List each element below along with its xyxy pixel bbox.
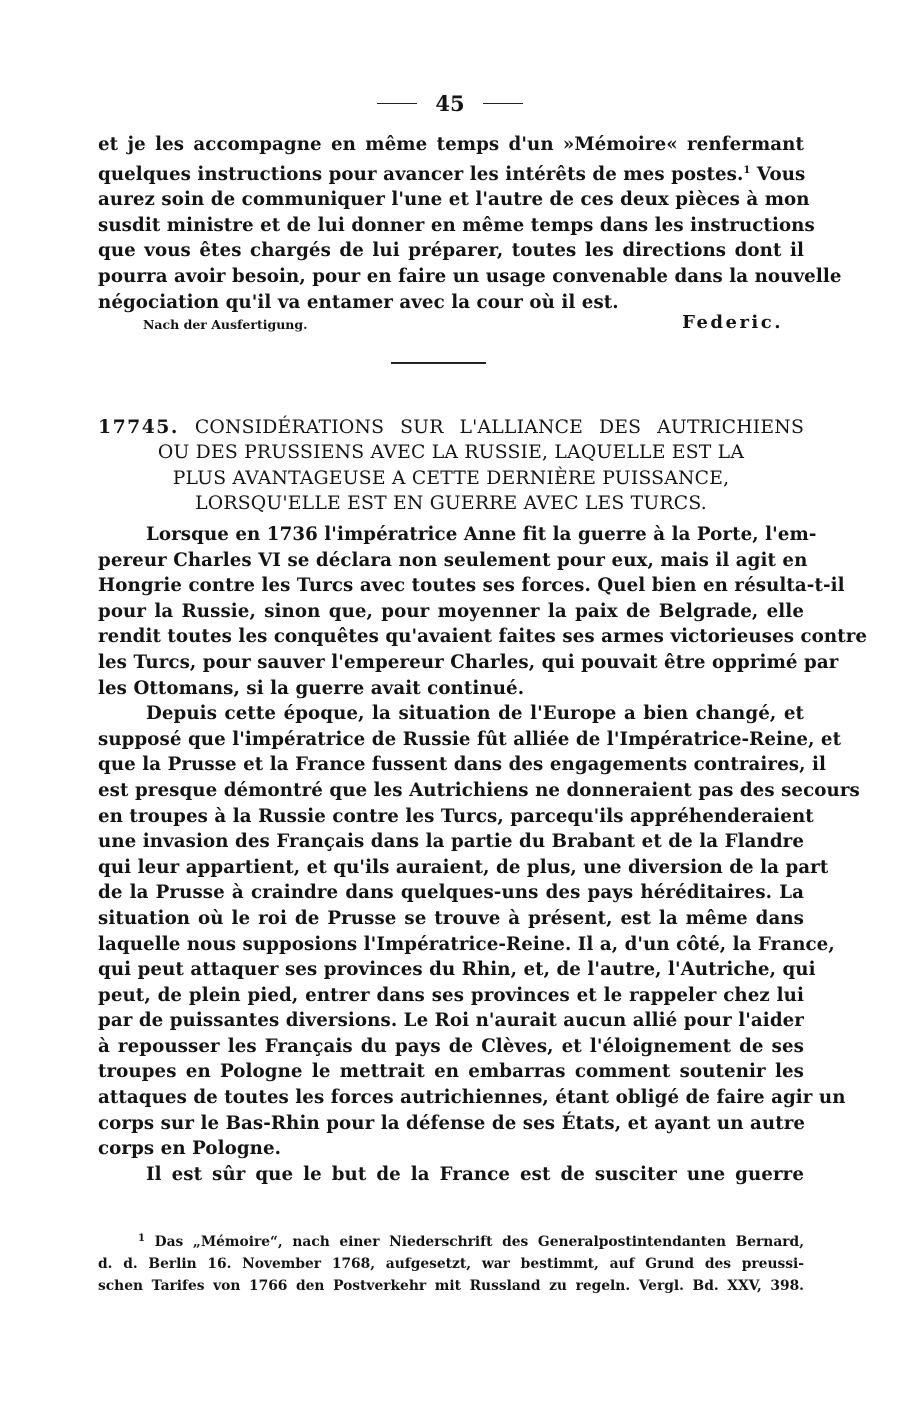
body-line: une invasion des Français dans la partie du Brabant et de la Flandre (98, 831, 804, 853)
source-note: Nach der Ausfertigung. (143, 317, 308, 332)
body-line: est presque démontré que les Autrichiens ne donneraient pas des secours (98, 779, 860, 801)
page-number: 45 (435, 90, 465, 116)
body-line: qui peut attaquer ses provinces du Rhin, et, de l'autre, l'Autriche, qui (98, 959, 816, 981)
letter-line: négociation qu'il va entamer avec la cour où il est. (98, 291, 619, 313)
footnote-reference: 1 (743, 164, 751, 176)
letter-line: que vous êtes chargés de lui préparer, toutes les directions dont il (98, 240, 804, 262)
body-line: situation où le roi de Prusse se trouve à présent, est la même dans (98, 907, 804, 929)
body-line: que la Prusse et la France fussent dans des engagements contraires, il (98, 754, 827, 776)
body-line: corps en Pologne. (98, 1138, 282, 1160)
body-line: pour la Russie, sinon que, pour moyenner la paix de Belgrade, elle (98, 600, 804, 622)
section-divider (391, 362, 486, 364)
letter-footer (143, 312, 783, 338)
body-line: à repousser les Français du pays de Clèves, et l'éloignement de ses (98, 1035, 804, 1057)
body-line: Hongrie contre les Turcs avec toutes ses forces. Quel bien en résulta-t-il (98, 575, 845, 597)
heading-text: CONSIDÉRATIONS SUR L'ALLIANCE DES AUTRICHIENS (194, 417, 805, 438)
heading-line: LORSQU'ELLE EST EN GUERRE AVEC LES TURCS. (195, 492, 707, 514)
body-line: rendit toutes les conquêtes qu'avaient faites ses armes victorieuses contre (98, 626, 868, 648)
body-line: de la Prusse à craindre dans quelques-uns des pays héréditaires. La (98, 882, 804, 904)
footnote-line: schen Tarifes von 1766 den Postverkehr mit Russland zu regeln. Vergl. Bd. XXV, 398. (98, 1278, 804, 1295)
page-header (0, 88, 900, 118)
body-line: qui leur appartient, et qu'ils auraient, de plus, une diversion de la part (98, 856, 829, 878)
document-number: 17745. (98, 416, 179, 438)
header-dash-left (377, 103, 417, 104)
body-line: Lorsque en 1736 l'impératrice Anne fit la guerre à la Porte, l'em- (146, 524, 817, 545)
footnote-marker: 1 (138, 1233, 145, 1244)
footnote (98, 1228, 804, 1298)
section-heading (98, 415, 804, 516)
letter-line: et je les accompagne en même temps d'un »Mémoire« renfermant (98, 134, 804, 155)
heading-line (98, 415, 804, 440)
header-dash-right (483, 103, 523, 104)
body-line: supposé que l'impératrice de Russie fût alliée de l'Impératrice-Reine, et (98, 728, 842, 750)
body-line: par de puissantes diversions. Le Roi n'aurait aucun allié pour l'aider (98, 1010, 804, 1032)
body-line: Il est sûr que le but de la France est de susciter une guerre (146, 1163, 804, 1185)
letter-line-tail: Vous (756, 163, 806, 185)
section-body (98, 522, 868, 1187)
body-line: troupes en Pologne le mettrait en embarras comment soutenir les (98, 1061, 804, 1083)
letter-line: susdit ministre et de lui donner en même temps dans les instructions (98, 214, 815, 236)
body-line: en troupes à la Russie contre les Turcs, parcequ'ils appréhenderaient (98, 805, 814, 827)
heading-line: PLUS AVANTAGEUSE A CETTE DERNIÈRE PUISSANCE, (172, 467, 730, 489)
letter-line: aurez soin de communiquer l'une et l'autre de ces deux pièces à mon (98, 189, 810, 211)
body-line: attaques de toutes les forces autrichiennes, étant obligé de faire agir un (98, 1087, 846, 1109)
heading-line: OU DES PRUSSIENS AVEC LA RUSSIE, LAQUELLE EST LA (157, 442, 745, 464)
body-line: les Turcs, pour sauver l'empereur Charles, qui pouvait être opprimé par (98, 651, 839, 673)
footnote-text: Das „Mémoire“, nach einer Niederschrift des Generalpostintendanten Bernard, (154, 1234, 804, 1250)
signature: Federic. (682, 312, 783, 333)
body-line: pereur Charles VI se déclara non seulement pour eux, mais il agit en (98, 549, 808, 571)
letter-line: pourra avoir besoin, pour en faire un usage convenable dans la nouvelle (98, 265, 842, 287)
letter-line-text: quelques instructions pour avancer les intérêts de mes postes. (98, 163, 744, 185)
body-line: Depuis cette époque, la situation de l'Europe a bien changé, et (146, 703, 804, 725)
footnote-line: d. d. Berlin 16. November 1768, aufgesetzt, war bestimmt, auf Grund des preussi- (98, 1256, 804, 1273)
footnote-line (98, 1228, 804, 1253)
letter-line-with-footnote-ref (98, 158, 804, 188)
body-line: corps sur le Bas-Rhin pour la défense de ses États, et ayant un autre (98, 1112, 806, 1134)
letter-closing-paragraph (98, 132, 842, 315)
body-line: peut, de plein pied, entrer dans ses provinces et le rappeler chez lui (98, 984, 804, 1006)
body-line: les Ottomans, si la guerre avait continué. (98, 677, 525, 699)
body-line: laquelle nous supposions l'Impératrice-Reine. Il a, d'un côté, la France, (98, 933, 835, 955)
